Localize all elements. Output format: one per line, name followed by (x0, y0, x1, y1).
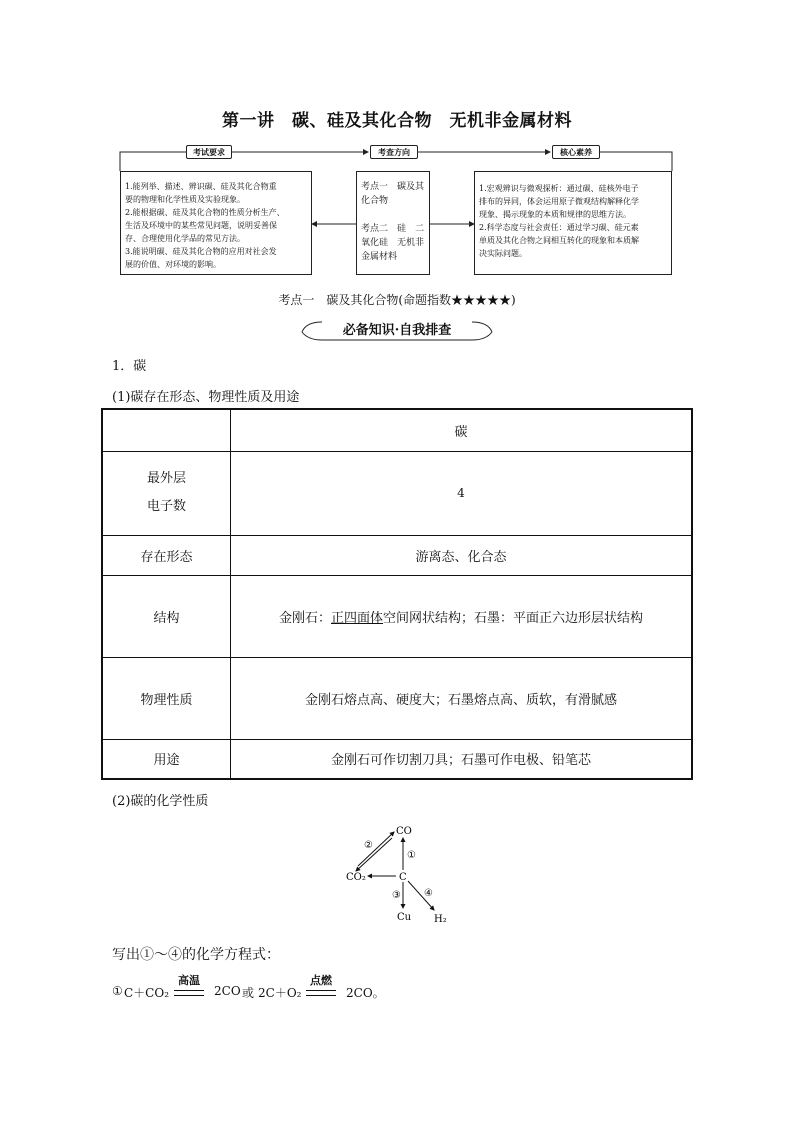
eq-condition-2: 点燃 (310, 974, 332, 987)
req-line: 2.能根据碳、硅及其化合物的性质分析生产、 (125, 208, 285, 217)
req-line: 存、合理使用化学品的常见方法。 (125, 234, 245, 243)
carbon-reaction-diagram (330, 818, 470, 930)
lit-line: 2.科学态度与社会责任：通过学习碳、硅元素 (479, 223, 639, 232)
row-label: 结构 (102, 575, 231, 657)
dir-line (361, 208, 425, 222)
eq-right-1: 2CO (214, 984, 241, 998)
label-co2: CO₂ (346, 872, 366, 883)
label-h2: H₂ (434, 914, 447, 925)
table-row (102, 575, 692, 657)
label-n4: ④ (424, 888, 433, 899)
table-corner-cell (102, 409, 231, 451)
exam-direction-box (356, 171, 430, 275)
item-carbon: 1．碳 (112, 359, 147, 374)
label-n2: ② (364, 840, 373, 851)
section-heading: 考点一 碳及其化合物(命题指数★★★★★) (278, 293, 516, 307)
page-title: 第一讲 碳、硅及其化合物 无机非金属材料 (222, 111, 572, 131)
eq-left-1: C＋CO₂ (124, 986, 170, 1000)
row-label: 物理性质 (102, 657, 231, 739)
row-value (231, 575, 693, 657)
table-header-carbon: 碳 (231, 409, 693, 451)
dir-line: 考点二 硅 二 (361, 224, 425, 234)
row-label: 存在形态 (102, 535, 231, 575)
instruction-text: 写出①～④的化学方程式： (112, 947, 280, 963)
row-value: 4 (231, 451, 693, 535)
lit-line: 排布的异同，体会运用原子微观结构解释化学 (479, 197, 639, 206)
table-row (102, 657, 692, 739)
label-c: C (399, 872, 407, 883)
exam-direction-label: 考查方向 (370, 145, 418, 159)
value-suffix: 空间网状结构；石墨：平面正六边形层状结构 (383, 610, 644, 626)
row-value: 金刚石熔点高、硬度大；石墨熔点高、质软，有滑腻感 (231, 657, 693, 739)
lit-line: 现象、揭示现象的本质和规律的思维方法。 (479, 210, 631, 219)
carbon-properties-table (101, 408, 693, 780)
dir-line: 考点一 碳及其 (361, 182, 425, 192)
req-line: 生活及环境中的某些常见问题，说明妥善保 (125, 221, 277, 230)
label-n3: ③ (392, 890, 401, 901)
eq-marker: ① (112, 984, 123, 998)
table-row (102, 451, 692, 535)
exam-requirement-label: 考试要求 (186, 145, 232, 159)
row-value: 金刚石可作切割刀具；石墨可作电极、铅笔芯 (231, 739, 693, 779)
lit-line: 1.宏观辨识与微观探析：通过碳、硅核外电子 (479, 184, 639, 193)
row-label (102, 451, 231, 535)
knowledge-banner: 必备知识·自我排查 (342, 323, 452, 338)
dir-line: 化合物 (361, 196, 389, 206)
table-header-row (102, 409, 692, 451)
subheading-properties: (1)碳存在形态、物理性质及用途 (112, 390, 300, 405)
lit-line: 单质及其化合物之间相互转化的现象和本质解 (479, 236, 639, 245)
arrow-co-to-co2 (356, 838, 392, 871)
lit-line: 决实际问题。 (479, 249, 527, 258)
eq-right-2: 2CO。 (346, 986, 385, 1000)
core-literacy-label: 核心素养 (552, 145, 600, 159)
req-line: 3.能说明碳、硅及其化合物的应用对社会发 (125, 247, 277, 256)
eq-equal-sign-1 (174, 990, 204, 996)
eq-condition-1: 高温 (178, 974, 200, 987)
table-row (102, 535, 692, 575)
req-line: 1.能列举、描述、辨识碳、硅及其化合物重 (125, 182, 277, 191)
core-literacy-box (474, 171, 672, 275)
req-line: 展的价值、对环境的影响。 (125, 260, 221, 269)
value-prefix: 金刚石： (278, 610, 331, 626)
row-value: 游离态、化合态 (231, 535, 693, 575)
eq-equal-sign-2 (306, 990, 336, 996)
eq-left-2: 2C＋O₂ (258, 986, 302, 1000)
row-label-line: 电子数 (146, 499, 186, 514)
table-row (102, 739, 692, 779)
eq-or: 或 (242, 986, 255, 1000)
row-label-line: 最外层 (146, 471, 186, 486)
label-co: CO (396, 826, 412, 837)
label-n1: ① (407, 850, 416, 861)
equation-line (112, 974, 412, 1014)
row-label: 用途 (102, 739, 231, 779)
label-cu: Cu (397, 912, 412, 923)
exam-requirement-box (120, 171, 312, 275)
value-underlined: 正四面体 (330, 610, 383, 626)
subheading-chemical: (2)碳的化学性质 (112, 794, 209, 809)
dir-line: 金属材料 (361, 252, 398, 262)
req-line: 要的物理和化学性质及实验现象。 (125, 195, 245, 204)
dir-line: 氧化硅 无机非 (361, 238, 425, 248)
